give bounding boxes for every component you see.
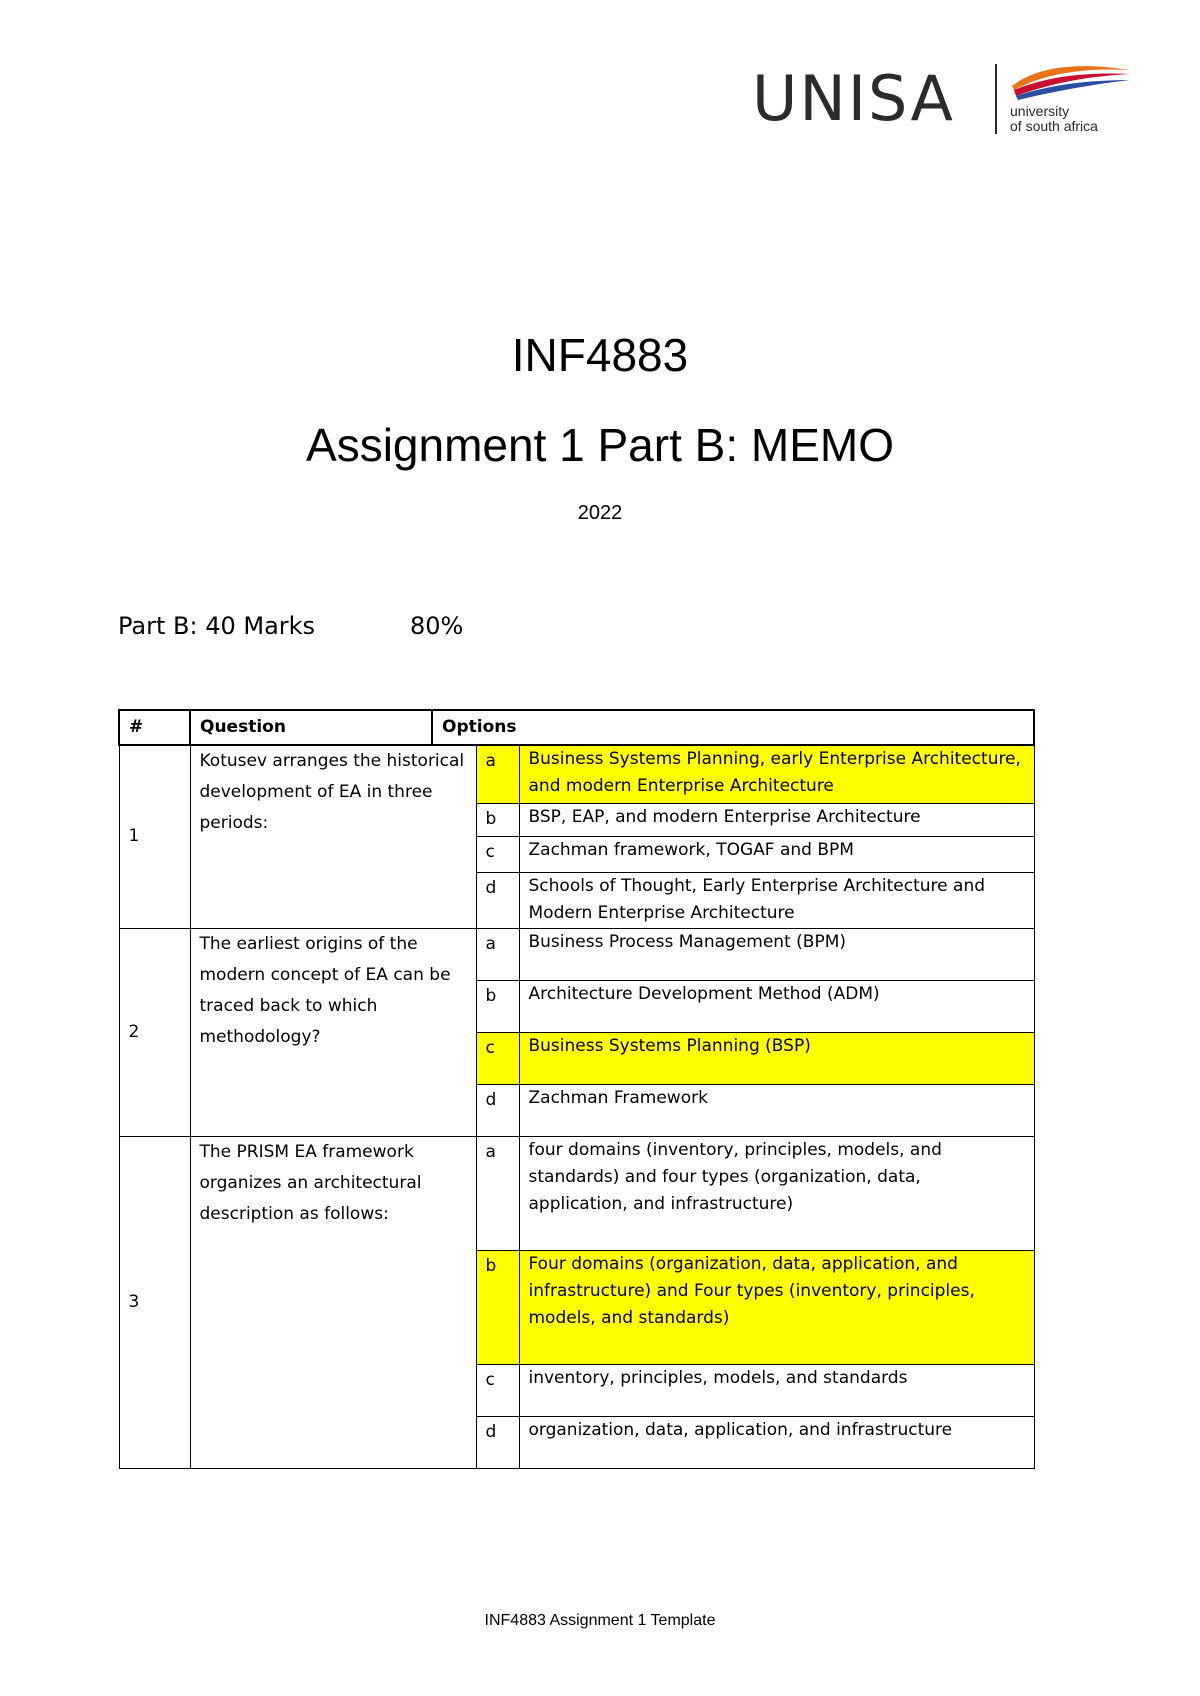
page-title: Assignment 1 Part B: MEMO [306,419,894,471]
table-row [119,745,1034,803]
page-footer: INF4883 Assignment 1 Template [484,1612,716,1629]
option-text: Schools of Thought, Early Enterprise Architecture and Modern Enterprise Architecture [519,872,1034,928]
question-text: Kotusev arranges the historical development of EA in three periods: [190,745,476,928]
part-b-heading [118,612,464,640]
question-text: The earliest origins of the modern concept of EA can be traced back to which methodology? [190,928,476,1136]
unisa-logo [752,60,1132,140]
table-header-row [119,710,1034,745]
option-letter: d [476,1084,519,1136]
option-letter: b [476,980,519,1032]
header-options: Options [432,710,1034,745]
course-code: INF4883 [511,329,689,381]
logo-swoosh-icon [1008,60,1132,100]
option-letter: b [476,1250,519,1364]
header-num: # [119,710,190,745]
option-letter: c [476,1364,519,1416]
option-text: four domains (inventory, principles, models, and standards) and four types (organization, data, application, and infrastructure) [519,1136,1034,1250]
option-letter: b [476,803,519,836]
year: 2022 [577,502,623,524]
option-letter: a [476,1136,519,1250]
logo-wordmark: UNISA [752,62,955,135]
option-text: organization, data, application, and infrastructure [519,1416,1034,1468]
table-row [119,928,1034,980]
option-text-correct: Business Systems Planning, early Enterprise Architecture, and modern Enterprise Architecture [519,745,1034,803]
header-question: Question [190,710,432,745]
option-text: Zachman framework, TOGAF and BPM [519,836,1034,872]
part-b-percent: 80% [410,612,464,640]
logo-subline-1: university [1010,103,1070,119]
option-text: Zachman Framework [519,1084,1034,1136]
option-text: Business Process Management (BPM) [519,928,1034,980]
option-letter: c [476,836,519,872]
option-letter: d [476,872,519,928]
question-text: The PRISM EA framework organizes an architectural description as follows: [190,1136,476,1468]
question-number: 1 [119,745,190,928]
logo-divider [995,64,997,134]
option-text: Architecture Development Method (ADM) [519,980,1034,1032]
part-b-marks: Part B: 40 Marks [118,612,316,640]
option-text: BSP, EAP, and modern Enterprise Architecture [519,803,1034,836]
logo-subline-2: of south africa [1010,118,1098,134]
option-text-correct: Business Systems Planning (BSP) [519,1032,1034,1084]
option-text-correct: Four domains (organization, data, application, and infrastructure) and Four types (inventory, principles, models, and standards) [519,1250,1034,1364]
option-letter: c [476,1032,519,1084]
option-letter: a [476,745,519,803]
question-number: 2 [119,928,190,1136]
option-letter: d [476,1416,519,1468]
option-text: inventory, principles, models, and standards [519,1364,1034,1416]
question-number: 3 [119,1136,190,1468]
table-row [119,1136,1034,1250]
memo-table [118,709,1035,1469]
option-letter: a [476,928,519,980]
logo-subline [1010,104,1098,134]
